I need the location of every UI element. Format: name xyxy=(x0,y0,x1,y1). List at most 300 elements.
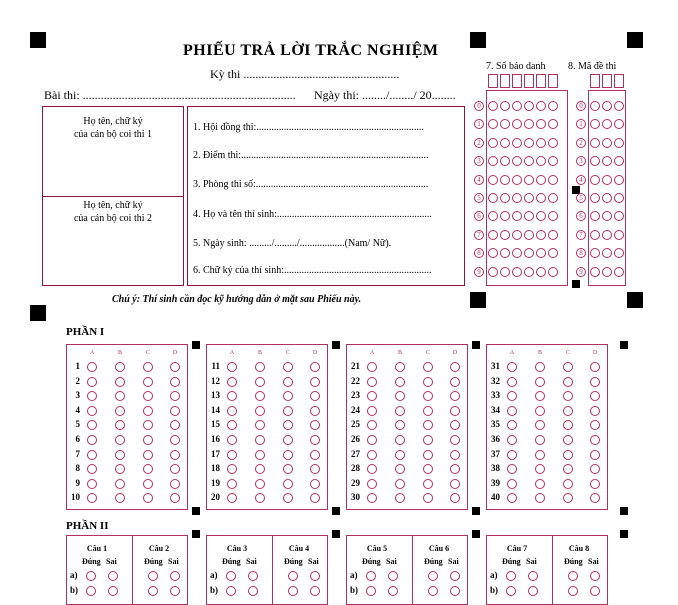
sbd-bubble[interactable] xyxy=(548,101,558,111)
sbd-bubble[interactable] xyxy=(536,175,546,185)
answer-bubble[interactable] xyxy=(255,362,265,372)
choice-header: D xyxy=(172,350,178,356)
answer-bubble[interactable] xyxy=(395,406,405,416)
answer-bubble[interactable] xyxy=(283,406,293,416)
question-number: 32 xyxy=(491,375,500,386)
made-bubble[interactable] xyxy=(602,138,612,148)
sbd-bubble[interactable] xyxy=(548,193,558,203)
answer-bubble[interactable] xyxy=(310,479,320,489)
sbd-bubble[interactable] xyxy=(524,175,534,185)
alignment-marker xyxy=(332,507,340,515)
answer-bubble[interactable] xyxy=(450,435,460,445)
answer-bubble[interactable] xyxy=(170,479,180,489)
answer-bubble[interactable] xyxy=(283,377,293,387)
answer-bubble[interactable] xyxy=(170,406,180,416)
part1-title: PHẦN I xyxy=(66,326,105,338)
answer-bubble[interactable] xyxy=(507,479,517,489)
made-bubble[interactable] xyxy=(590,267,600,277)
answer-bubble[interactable] xyxy=(255,377,265,387)
false-bubble[interactable] xyxy=(170,586,180,596)
sbd-digit-box[interactable] xyxy=(500,74,510,88)
answer-bubble[interactable] xyxy=(590,450,600,460)
question-label: Câu 7 xyxy=(506,544,528,553)
true-bubble[interactable] xyxy=(568,586,578,596)
true-label: Đúng xyxy=(424,557,443,566)
answer-bubble[interactable] xyxy=(535,435,545,445)
made-digit-box[interactable] xyxy=(590,74,600,88)
question-number: 25 xyxy=(351,419,360,430)
answer-bubble[interactable] xyxy=(535,362,545,372)
alignment-marker xyxy=(192,507,200,515)
answer-bubble[interactable] xyxy=(170,450,180,460)
digit-label: 6 xyxy=(474,211,484,221)
answer-bubble[interactable] xyxy=(395,450,405,460)
alignment-marker xyxy=(192,341,200,349)
answer-bubble[interactable] xyxy=(563,362,573,372)
sbd-bubble[interactable] xyxy=(500,230,510,240)
sbd-bubble[interactable] xyxy=(512,175,522,185)
sbd-bubble[interactable] xyxy=(548,175,558,185)
answer-bubble[interactable] xyxy=(143,435,153,445)
sbd-bubble[interactable] xyxy=(512,193,522,203)
answer-bubble[interactable] xyxy=(87,362,97,372)
sbd-bubble[interactable] xyxy=(512,230,522,240)
answer-bubble[interactable] xyxy=(310,362,320,372)
ky-thi-line: Kỳ thi .................................................... xyxy=(210,67,400,81)
answer-bubble[interactable] xyxy=(590,435,600,445)
part2-title: PHẦN II xyxy=(66,520,109,532)
true-bubble[interactable] xyxy=(428,571,438,581)
answer-bubble[interactable] xyxy=(563,450,573,460)
sbd-bubble[interactable] xyxy=(488,267,498,277)
choice-header: B xyxy=(397,350,402,356)
question-number: 30 xyxy=(351,492,360,503)
answer-bubble[interactable] xyxy=(395,377,405,387)
question-number: 9 xyxy=(75,477,80,488)
alignment-marker xyxy=(472,507,480,515)
alignment-marker xyxy=(470,292,486,308)
sbd-bubble[interactable] xyxy=(488,175,498,185)
alignment-marker xyxy=(627,32,643,48)
true-bubble[interactable] xyxy=(226,586,236,596)
page-title: PHIẾU TRẢ LỜI TRẮC NGHIỆM xyxy=(183,42,439,59)
digit-label: 7 xyxy=(576,230,586,240)
answer-bubble[interactable] xyxy=(310,450,320,460)
answer-bubble[interactable] xyxy=(507,362,517,372)
answer-bubble[interactable] xyxy=(227,406,237,416)
sbd-digit-box[interactable] xyxy=(524,74,534,88)
alignment-marker xyxy=(572,280,580,288)
sbd-bubble[interactable] xyxy=(524,230,534,240)
answer-bubble[interactable] xyxy=(450,450,460,460)
false-bubble[interactable] xyxy=(248,571,258,581)
sub-question-label: b) xyxy=(490,585,499,595)
false-bubble[interactable] xyxy=(590,586,600,596)
answer-bubble[interactable] xyxy=(367,450,377,460)
sub-question-label: b) xyxy=(350,585,359,595)
question-number: 5 xyxy=(75,419,80,430)
choice-header: A xyxy=(509,350,515,356)
made-bubble[interactable] xyxy=(614,230,624,240)
sbd-bubble[interactable] xyxy=(524,138,534,148)
answer-bubble[interactable] xyxy=(507,377,517,387)
answer-bubble[interactable] xyxy=(423,479,433,489)
question-number: 37 xyxy=(491,448,500,459)
choice-header: D xyxy=(312,350,318,356)
sbd-bubble[interactable] xyxy=(512,101,522,111)
question-number: 11 xyxy=(211,361,220,371)
answer-bubble[interactable] xyxy=(310,435,320,445)
question-number: 33 xyxy=(491,390,500,401)
made-bubble[interactable] xyxy=(614,138,624,148)
question-number: 27 xyxy=(351,448,360,459)
sbd-bubble[interactable] xyxy=(500,267,510,277)
answer-bubble[interactable] xyxy=(115,479,125,489)
made-bubble[interactable] xyxy=(590,230,600,240)
answer-bubble[interactable] xyxy=(143,479,153,489)
sbd-bubble[interactable] xyxy=(512,138,522,148)
answer-bubble[interactable] xyxy=(423,406,433,416)
digit-label: 9 xyxy=(576,267,586,277)
answer-bubble[interactable] xyxy=(170,435,180,445)
answer-bubble[interactable] xyxy=(395,435,405,445)
made-bubble[interactable] xyxy=(614,267,624,277)
digit-label: 6 xyxy=(576,211,586,221)
sbd-bubble[interactable] xyxy=(500,101,510,111)
false-bubble[interactable] xyxy=(528,586,538,596)
answer-bubble[interactable] xyxy=(423,362,433,372)
sbd-bubble[interactable] xyxy=(536,193,546,203)
false-bubble[interactable] xyxy=(528,571,538,581)
made-bubble[interactable] xyxy=(602,101,612,111)
question-number: 1 xyxy=(75,361,80,371)
sbd-bubble[interactable] xyxy=(536,138,546,148)
choice-header: C xyxy=(285,350,290,356)
answer-bubble[interactable] xyxy=(283,362,293,372)
question-number: 13 xyxy=(211,390,220,401)
answer-bubble[interactable] xyxy=(507,450,517,460)
alignment-marker xyxy=(470,32,486,48)
answer-bubble[interactable] xyxy=(563,406,573,416)
true-bubble[interactable] xyxy=(506,586,516,596)
question-number: 12 xyxy=(211,375,220,386)
choice-header: A xyxy=(369,350,375,356)
true-bubble[interactable] xyxy=(366,586,376,596)
answer-bubble[interactable] xyxy=(87,377,97,387)
made-bubble[interactable] xyxy=(590,175,600,185)
answer-bubble[interactable] xyxy=(87,450,97,460)
question-number: 31 xyxy=(491,361,500,371)
answer-bubble[interactable] xyxy=(255,450,265,460)
false-label: Sai xyxy=(168,557,179,566)
false-bubble[interactable] xyxy=(310,571,320,581)
digit-label: 1 xyxy=(576,119,586,129)
true-label: Đúng xyxy=(502,557,521,566)
true-label: Đúng xyxy=(82,557,101,566)
answer-bubble[interactable] xyxy=(563,435,573,445)
sbd-bubble[interactable] xyxy=(524,101,534,111)
sbd-bubble[interactable] xyxy=(488,193,498,203)
sbd-bubble[interactable] xyxy=(548,230,558,240)
answer-bubble[interactable] xyxy=(115,377,125,387)
answer-bubble[interactable] xyxy=(450,406,460,416)
digit-label: 5 xyxy=(474,193,484,203)
digit-label: 3 xyxy=(576,156,586,166)
made-bubble[interactable] xyxy=(614,175,624,185)
question-number: 20 xyxy=(211,492,220,503)
true-bubble[interactable] xyxy=(428,586,438,596)
question-number: 10 xyxy=(71,492,80,503)
sbd-label: 7. Số báo danh xyxy=(486,61,546,72)
field-phong-thi: 3. Phòng thi số:..................................................................... xyxy=(193,179,429,190)
question-label: Câu 1 xyxy=(86,544,108,553)
question-number: 14 xyxy=(211,404,220,415)
made-digit-box[interactable] xyxy=(602,74,612,88)
answer-bubble[interactable] xyxy=(590,377,600,387)
answer-bubble[interactable] xyxy=(87,406,97,416)
answer-bubble[interactable] xyxy=(450,377,460,387)
true-bubble[interactable] xyxy=(506,571,516,581)
question-number: 21 xyxy=(351,361,360,371)
true-bubble[interactable] xyxy=(568,571,578,581)
false-bubble[interactable] xyxy=(310,586,320,596)
false-label: Sai xyxy=(106,557,117,566)
sub-question-label: b) xyxy=(210,585,219,595)
answer-bubble[interactable] xyxy=(283,435,293,445)
question-number: 38 xyxy=(491,463,500,474)
sbd-bubble[interactable] xyxy=(500,138,510,148)
true-label: Đúng xyxy=(222,557,241,566)
answer-bubble[interactable] xyxy=(367,377,377,387)
made-label: 8. Mã đề thi xyxy=(568,61,617,72)
sbd-bubble[interactable] xyxy=(548,267,558,277)
answer-bubble[interactable] xyxy=(423,450,433,460)
answer-bubble[interactable] xyxy=(227,450,237,460)
answer-bubble[interactable] xyxy=(590,406,600,416)
digit-label: 3 xyxy=(474,156,484,166)
digit-label: 8 xyxy=(576,248,586,258)
alignment-marker xyxy=(627,292,643,308)
sub-question-label: a) xyxy=(490,570,498,580)
true-bubble[interactable] xyxy=(288,571,298,581)
sbd-bubble[interactable] xyxy=(488,138,498,148)
choice-header: D xyxy=(592,350,598,356)
false-bubble[interactable] xyxy=(450,586,460,596)
question-number: 40 xyxy=(491,492,500,503)
answer-bubble[interactable] xyxy=(563,479,573,489)
question-number: 19 xyxy=(211,477,220,488)
answer-bubble[interactable] xyxy=(535,406,545,416)
answer-bubble[interactable] xyxy=(115,406,125,416)
sbd-bubble[interactable] xyxy=(524,193,534,203)
answer-bubble[interactable] xyxy=(590,479,600,489)
answer-bubble[interactable] xyxy=(143,450,153,460)
sbd-bubble[interactable] xyxy=(488,101,498,111)
question-number: 34 xyxy=(491,404,500,415)
answer-bubble[interactable] xyxy=(450,362,460,372)
sub-question-label: a) xyxy=(70,570,78,580)
answer-bubble[interactable] xyxy=(170,362,180,372)
sbd-digit-box[interactable] xyxy=(536,74,546,88)
sbd-bubble[interactable] xyxy=(536,101,546,111)
answer-bubble[interactable] xyxy=(563,377,573,387)
false-bubble[interactable] xyxy=(170,571,180,581)
sbd-bubble[interactable] xyxy=(500,175,510,185)
answer-bubble[interactable] xyxy=(115,362,125,372)
true-bubble[interactable] xyxy=(148,586,158,596)
made-bubble[interactable] xyxy=(590,101,600,111)
answer-bubble[interactable] xyxy=(283,479,293,489)
digit-label: 4 xyxy=(474,175,484,185)
choice-header: B xyxy=(117,350,122,356)
true-bubble[interactable] xyxy=(366,571,376,581)
sbd-bubble[interactable] xyxy=(500,193,510,203)
answer-bubble[interactable] xyxy=(367,362,377,372)
true-bubble[interactable] xyxy=(86,586,96,596)
digit-label: 5 xyxy=(576,193,586,203)
answer-bubble[interactable] xyxy=(227,435,237,445)
false-bubble[interactable] xyxy=(590,571,600,581)
made-bubble[interactable] xyxy=(602,193,612,203)
false-bubble[interactable] xyxy=(248,586,258,596)
answer-bubble[interactable] xyxy=(87,479,97,489)
made-bubble[interactable] xyxy=(614,101,624,111)
question-number: 17 xyxy=(211,448,220,459)
answer-bubble[interactable] xyxy=(310,377,320,387)
answer-bubble[interactable] xyxy=(590,362,600,372)
answer-bubble[interactable] xyxy=(395,362,405,372)
answer-bubble[interactable] xyxy=(450,479,460,489)
answer-bubble[interactable] xyxy=(423,377,433,387)
answer-bubble[interactable] xyxy=(535,377,545,387)
question-label: Câu 6 xyxy=(428,544,450,553)
made-bubble[interactable] xyxy=(602,230,612,240)
answer-bubble[interactable] xyxy=(227,479,237,489)
field-diem-thi: 2. Điểm thi:........................................................................... xyxy=(193,150,429,161)
false-bubble[interactable] xyxy=(388,571,398,581)
made-digit-box[interactable] xyxy=(614,74,624,88)
answer-bubble[interactable] xyxy=(367,479,377,489)
sub-question-label: b) xyxy=(70,585,79,595)
false-label: Sai xyxy=(308,557,319,566)
answer-bubble[interactable] xyxy=(310,406,320,416)
false-bubble[interactable] xyxy=(450,571,460,581)
sbd-digit-box[interactable] xyxy=(488,74,498,88)
choice-header: C xyxy=(565,350,570,356)
false-label: Sai xyxy=(526,557,537,566)
sub-question-label: a) xyxy=(350,570,358,580)
sbd-bubble[interactable] xyxy=(512,267,522,277)
alignment-marker xyxy=(192,530,200,538)
answer-bubble[interactable] xyxy=(395,479,405,489)
true-bubble[interactable] xyxy=(226,571,236,581)
answer-bubble[interactable] xyxy=(170,377,180,387)
alignment-marker xyxy=(620,341,628,349)
question-number: 18 xyxy=(211,463,220,474)
sbd-bubble[interactable] xyxy=(524,267,534,277)
made-bubble[interactable] xyxy=(590,138,600,148)
answer-bubble[interactable] xyxy=(115,450,125,460)
answer-bubble[interactable] xyxy=(227,377,237,387)
answer-bubble[interactable] xyxy=(283,450,293,460)
answer-bubble[interactable] xyxy=(367,435,377,445)
digit-label: 1 xyxy=(474,119,484,129)
false-bubble[interactable] xyxy=(108,571,118,581)
answer-bubble[interactable] xyxy=(255,435,265,445)
true-label: Đúng xyxy=(362,557,381,566)
made-bubble[interactable] xyxy=(602,267,612,277)
choice-header: C xyxy=(145,350,150,356)
digit-label: 8 xyxy=(474,248,484,258)
answer-bubble[interactable] xyxy=(255,406,265,416)
sbd-bubble[interactable] xyxy=(488,230,498,240)
answer-bubble[interactable] xyxy=(423,435,433,445)
false-bubble[interactable] xyxy=(108,586,118,596)
true-bubble[interactable] xyxy=(148,571,158,581)
question-number: 23 xyxy=(351,390,360,401)
answer-bubble[interactable] xyxy=(367,406,377,416)
answer-bubble[interactable] xyxy=(535,450,545,460)
sbd-bubble[interactable] xyxy=(548,138,558,148)
question-number: 39 xyxy=(491,477,500,488)
sbd-bubble[interactable] xyxy=(536,267,546,277)
field-hoi-dong: 1. Hội đồng thi:................................................................... xyxy=(193,122,424,133)
choice-header: D xyxy=(452,350,458,356)
digit-label: 0 xyxy=(576,101,586,111)
true-bubble[interactable] xyxy=(86,571,96,581)
answer-bubble[interactable] xyxy=(115,435,125,445)
false-label: Sai xyxy=(246,557,257,566)
answer-bubble[interactable] xyxy=(87,435,97,445)
made-bubble[interactable] xyxy=(602,175,612,185)
question-label: Câu 8 xyxy=(568,544,590,553)
digit-label: 0 xyxy=(474,101,484,111)
answer-bubble[interactable] xyxy=(255,479,265,489)
question-number: 35 xyxy=(491,419,500,430)
answer-bubble[interactable] xyxy=(507,435,517,445)
answer-bubble[interactable] xyxy=(535,479,545,489)
false-label: Sai xyxy=(386,557,397,566)
sbd-digit-box[interactable] xyxy=(548,74,558,88)
question-label: Câu 2 xyxy=(148,544,170,553)
digit-label: 2 xyxy=(474,138,484,148)
answer-bubble[interactable] xyxy=(227,362,237,372)
digit-label: 2 xyxy=(576,138,586,148)
sbd-digit-box[interactable] xyxy=(512,74,522,88)
ngay-thi-line: Ngày thi: ......../......../ 20........ xyxy=(314,88,456,102)
answer-bubble[interactable] xyxy=(507,406,517,416)
sbd-bubble[interactable] xyxy=(536,230,546,240)
alignment-marker xyxy=(620,530,628,538)
true-label: Đúng xyxy=(144,557,163,566)
made-bubble[interactable] xyxy=(590,193,600,203)
made-bubble[interactable] xyxy=(614,193,624,203)
proctor-1-label: Họ tên, chữ ký của cán bộ coi thi 1 xyxy=(73,116,153,140)
question-number: 16 xyxy=(211,434,220,444)
alignment-marker xyxy=(30,32,46,48)
digit-label: 9 xyxy=(474,267,484,277)
question-number: 7 xyxy=(75,448,80,459)
false-bubble[interactable] xyxy=(388,586,398,596)
answer-bubble[interactable] xyxy=(143,406,153,416)
true-bubble[interactable] xyxy=(288,586,298,596)
choice-header: B xyxy=(537,350,542,356)
true-label: Đúng xyxy=(564,557,583,566)
field-ho-ten: 4. Họ và tên thí sinh:.............................................................. xyxy=(193,209,432,220)
answer-bubble[interactable] xyxy=(143,377,153,387)
answer-bubble[interactable] xyxy=(143,362,153,372)
note: Chú ý: Thí sinh cần đọc kỹ hướng dẫn ở mặt sau Phiếu này. xyxy=(112,294,362,305)
